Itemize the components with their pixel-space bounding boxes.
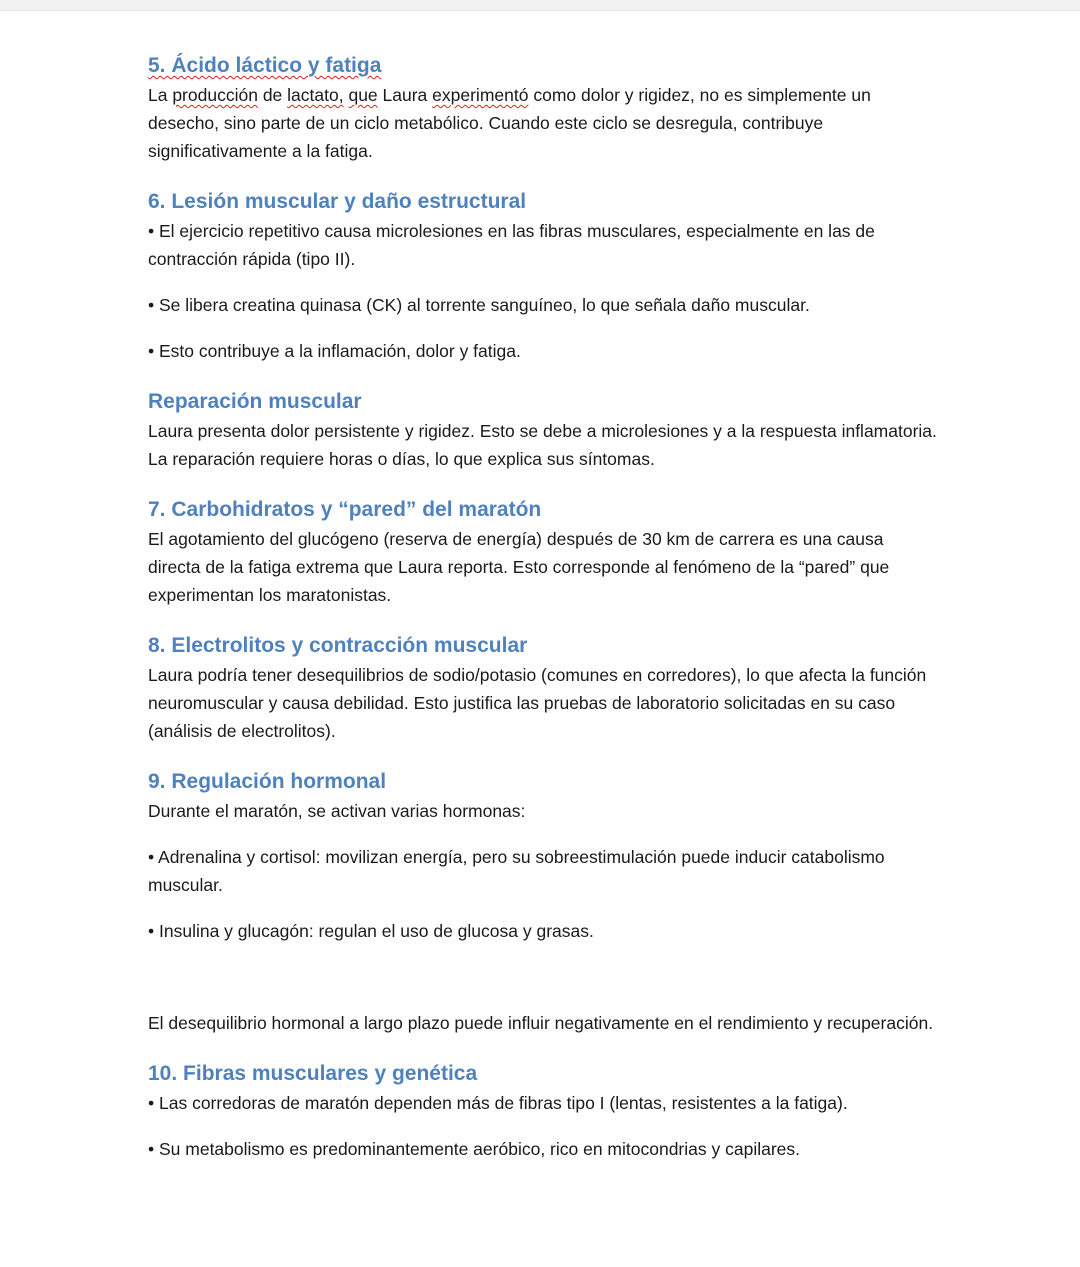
spellcheck-word: experimentó <box>432 85 529 105</box>
section-5-paragraph: La producción de lactato, que Laura experimentó como dolor y rigidez, no es simplemente un desecho, sino parte de un ciclo metabólico. Cuando este ciclo se desregula, contribuye significativamente a la fatiga. <box>148 85 871 161</box>
section-6-title: 6. Lesión muscular y daño estructural <box>148 190 527 213</box>
repair-title: Reparación muscular <box>148 390 362 413</box>
section-8-paragraph: Laura podría tener desequilibrios de sodio/potasio (comunes en corredores), lo que afecta la función neuromuscular y causa debilidad. Esto justifica las pruebas de laboratorio solicitadas en su caso (análisis de electrolitos). <box>148 665 927 741</box>
section-6-bullet-3: • Esto contribuye a la inflamación, dolor y fatiga. <box>148 341 521 361</box>
section-10-bullet-2: • Su metabolismo es predominantemente aeróbico, rico en mitocondrias y capilares. <box>148 1139 801 1159</box>
section-9-title: 9. Regulación hormonal <box>148 770 387 793</box>
section-9-conclusion: El desequilibrio hormonal a largo plazo puede influir negativamente en el rendimiento y recuperación. <box>148 1013 934 1033</box>
document-page <box>0 11 938 1163</box>
section-9-intro: Durante el maratón, se activan varias hormonas: <box>148 801 526 821</box>
top-bar <box>0 0 1080 11</box>
section-7-paragraph: El agotamiento del glucógeno (reserva de energía) después de 30 km de carrera es una causa directa de la fatiga extrema que Laura reporta. Esto corresponde al fenómeno de la “pared” que experimentan los maratonistas. <box>148 529 890 605</box>
repair-paragraph: Laura presenta dolor persistente y rigidez. Esto se debe a microlesiones y a la respuesta inflamatoria. La reparación requiere horas o días, lo que explica sus síntomas. <box>148 421 937 469</box>
section-6-bullet-1: • El ejercicio repetitivo causa microlesiones en las fibras musculares, especialmente en las de contracción rápida (tipo II). <box>148 221 875 269</box>
section-7-title: 7. Carbohidratos y “pared” del maratón <box>148 498 542 521</box>
section-9-bullet-1: • Adrenalina y cortisol: movilizan energía, pero su sobreestimulación puede inducir catabolismo muscular. <box>148 847 885 895</box>
section-6-bullet-2: • Se libera creatina quinasa (CK) al torrente sanguíneo, lo que señala daño muscular. <box>148 295 810 315</box>
section-9-bullet-2: • Insulina y glucagón: regulan el uso de glucosa y grasas. <box>148 921 594 941</box>
section-5-title: 5. Ácido láctico y fatiga <box>148 54 382 77</box>
spellcheck-word: que <box>348 85 378 105</box>
section-10-title: 10. Fibras musculares y genética <box>148 1062 478 1085</box>
spellcheck-word: producción <box>172 85 258 105</box>
spellcheck-word: lactato, <box>287 85 344 105</box>
section-8-title: 8. Electrolitos y contracción muscular <box>148 634 528 657</box>
section-10-bullet-1: • Las corredoras de maratón dependen más de fibras tipo I (lentas, resistentes a la fatiga). <box>148 1093 848 1113</box>
